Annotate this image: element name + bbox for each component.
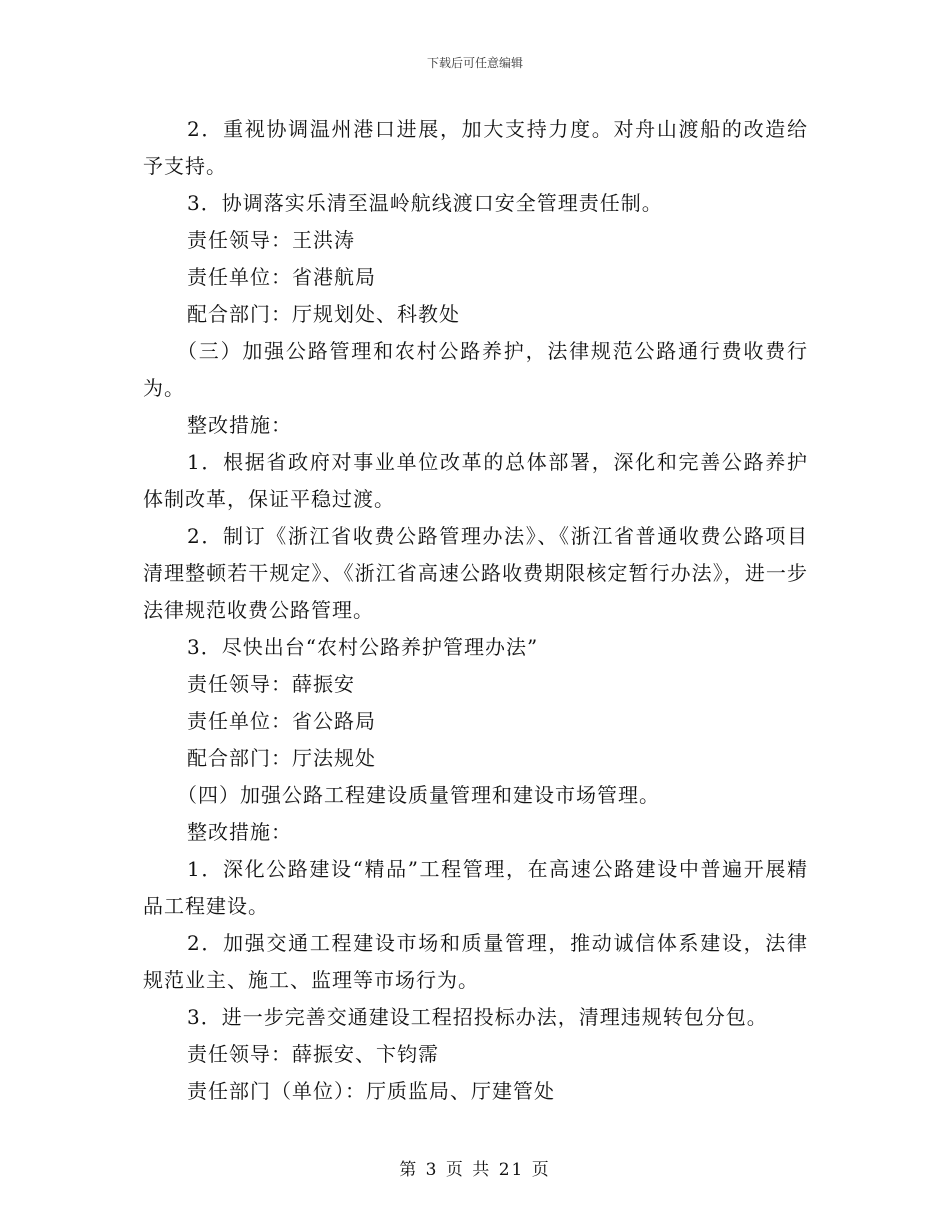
- responsible-unit: 责任单位：省公路局: [187, 709, 376, 733]
- cooperating-department: 配合部门：厅规划处、科教处: [187, 302, 460, 326]
- responsible-leader: 责任领导：王洪涛: [187, 228, 355, 252]
- section-heading-3: （三）加强公路管理和农村公路养护，法律规范公路通行费收费行为。: [143, 339, 808, 400]
- document-body: [143, 111, 808, 1110]
- page-number: 第 3 页 共 21 页: [399, 1160, 551, 1180]
- measures-label: 整改措施：: [187, 820, 292, 844]
- page-header: 下载后可任意编辑: [426, 56, 523, 70]
- section-heading-4: （四）加强公路工程建设质量管理和建设市场管理。: [177, 783, 660, 807]
- measure-item-2: 2．加强交通工程建设市场和质量管理，推动诚信体系建设，法律规范业主、施工、监理等市场行为。: [143, 931, 808, 992]
- paragraph-item-2: 2．重视协调温州港口进展，加大支持力度。对舟山渡船的改造给予支持。: [143, 117, 808, 178]
- paragraph-item-3: 3．协调落实乐清至温岭航线渡口安全管理责任制。: [187, 191, 663, 215]
- measure-item-3: 3．进一步完善交通建设工程招投标办法，清理违规转包分包。: [187, 1005, 768, 1029]
- responsible-department: 责任部门（单位）：厅质监局、厅建管处: [187, 1079, 555, 1103]
- responsible-leader: 责任领导：薛振安、卞钧霈: [187, 1042, 439, 1066]
- measure-item-1: 1．深化公路建设“精品”工程管理，在高速公路建设中普遍开展精品工程建设。: [143, 857, 808, 918]
- measure-item-1: 1．根据省政府对事业单位改革的总体部署，深化和完善公路养护体制改革，保证平稳过渡。: [143, 450, 808, 511]
- measures-label: 整改措施：: [187, 413, 292, 437]
- cooperating-department: 配合部门：厅法规处: [187, 746, 376, 770]
- responsible-leader: 责任领导：薛振安: [187, 672, 355, 696]
- measure-item-3: 3．尽快出台“农村公路养护管理办法”: [187, 635, 539, 659]
- responsible-unit: 责任单位：省港航局: [187, 265, 376, 289]
- measure-item-2: 2．制订《浙江省收费公路管理办法》、《浙江省普通收费公路项目清理整顿若干规定》、《浙江省高速公路收费期限核定暂行办法》，进一步法律规范收费公路管理。: [143, 524, 808, 622]
